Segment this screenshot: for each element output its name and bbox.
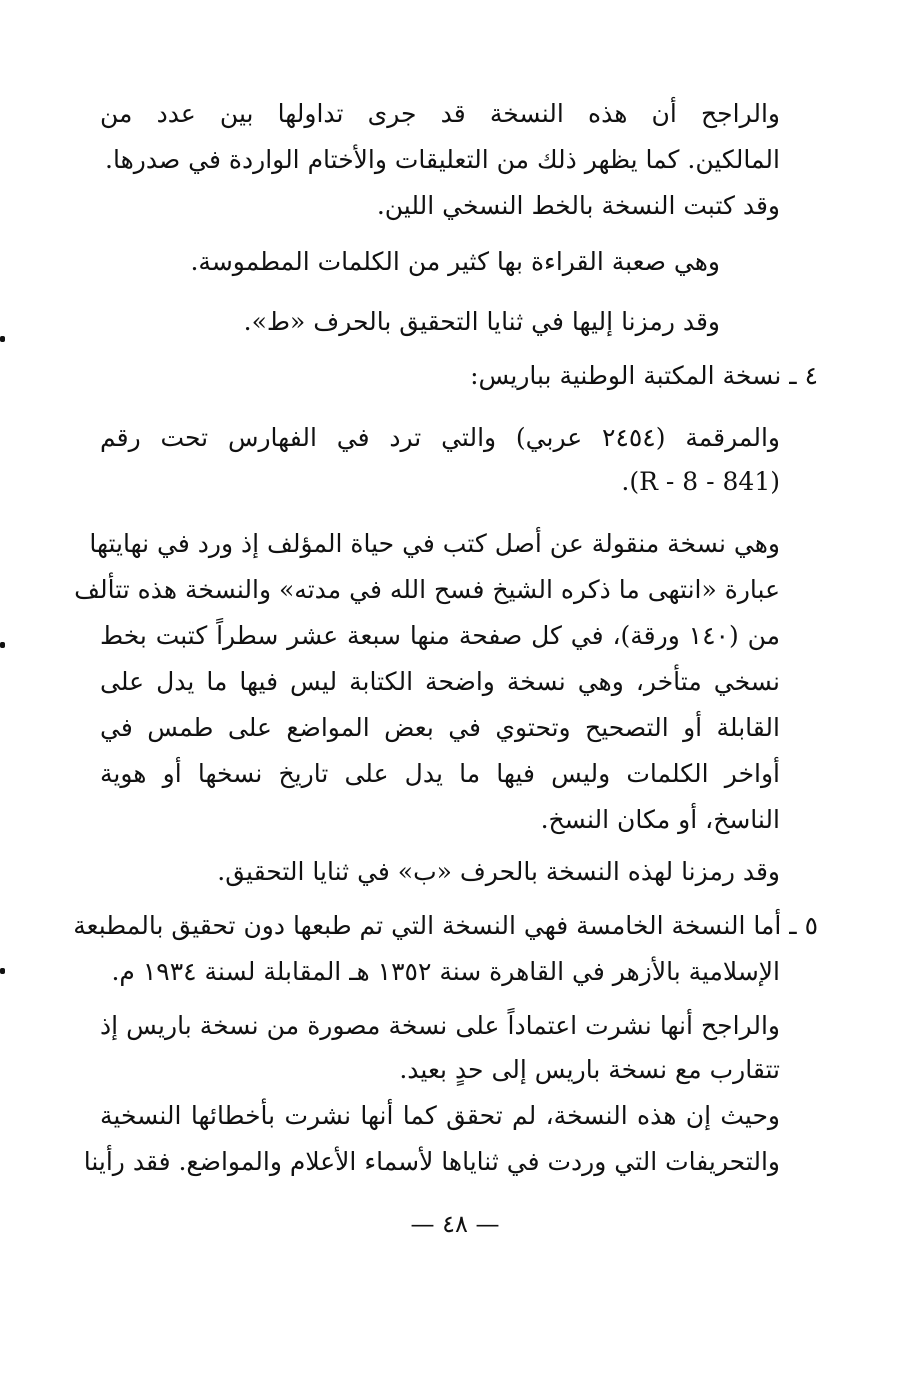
text-line: الإسلامية بالأزهر في القاهرة سنة ١٣٥٢ هـ المقابلة لسنة ١٩٣٤ م.: [111, 957, 780, 986]
text-line: والراجح أن هذه النسخة قد جرى تداولها بين عدد من: [100, 99, 780, 128]
catalog-reference: .(R - 8 - 841): [621, 467, 780, 496]
section-heading: ٤ ـ نسخة المكتبة الوطنية بباريس:: [470, 361, 818, 390]
text-line: والمرقمة (٢٤٥٤ عربي) والتي ترد في الفهارس تحت رقم: [100, 423, 781, 452]
text-line: نسخي متأخر، وهي نسخة واضحة الكتابة ليس فيها ما يدل على: [100, 667, 780, 696]
scan-mark: [0, 642, 5, 648]
text-line: والراجح أنها نشرت اعتماداً على نسخة مصورة من نسخة باريس إذ: [100, 1011, 780, 1040]
text-line: عبارة «انتهى ما ذكره الشيخ فسح الله في مدته» والنسخة هذه تتألف: [74, 575, 780, 604]
text-line: القابلة أو التصحيح وتحتوي في بعض المواضع على طمس في: [100, 713, 780, 742]
text-line: وهي نسخة منقولة عن أصل كتب في حياة المؤلف إذ ورد في نهايتها: [89, 529, 780, 558]
scan-mark: [0, 968, 5, 974]
text-line: تتقارب مع نسخة باريس إلى حدٍ بعيد.: [399, 1055, 780, 1084]
text-line: أواخر الكلمات وليس فيها ما يدل على تاريخ نسخها أو هوية: [100, 759, 780, 788]
text-line: من (١٤٠ ورقة)، في كل صفحة منها سبعة عشر سطراً كتبت بخط: [100, 621, 780, 650]
text-line: والتحريفات التي وردت في ثناياها لأسماء الأعلام والمواضع. فقد رأينا: [83, 1147, 780, 1176]
text-line: وقد كتبت النسخة بالخط النسخي اللين.: [376, 191, 780, 220]
scan-mark: [0, 336, 5, 342]
text-line: وحيث إن هذه النسخة، لم تحقق كما أنها نشرت بأخطائها النسخية: [100, 1101, 780, 1130]
text-line: [100, 458, 780, 506]
text-line: وهي صعبة القراءة بها كثير من الكلمات المطموسة.: [190, 247, 720, 276]
section-heading: ٥ ـ أما النسخة الخامسة فهي النسخة التي تم طبعها دون تحقيق بالمطبعة: [73, 911, 818, 940]
text-line: وقد رمزنا لهذه النسخة بالحرف «ب» في ثنايا التحقيق.: [217, 857, 780, 886]
text-line: المالكين. كما يظهر ذلك من التعليقات والأختام الواردة في صدرها.: [105, 145, 780, 174]
text-line: وقد رمزنا إليها في ثنايا التحقيق بالحرف «ط».: [243, 307, 720, 336]
page-number: — ٤٨ —: [410, 1210, 500, 1238]
text-line: الناسخ، أو مكان النسخ.: [540, 805, 780, 834]
